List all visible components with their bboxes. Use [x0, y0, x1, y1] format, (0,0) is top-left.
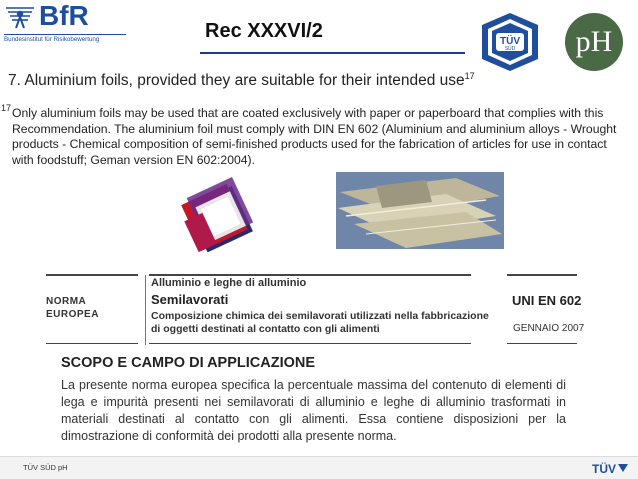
section-heading-text: 7. Aluminium foils, provided they are suitable for their intended use [8, 72, 465, 90]
bfr-logo-text: BfR [39, 0, 89, 31]
footnote-marker: 17 [1, 103, 12, 113]
tuv-footer-logo-icon [590, 460, 630, 476]
heading-footnote-ref: 17 [464, 71, 475, 81]
standard-rule-right [507, 274, 577, 276]
tuv-badge-text: TÜV [500, 36, 520, 47]
bfr-eagle-icon [4, 4, 36, 30]
tuv-sud-badge-icon [476, 11, 544, 73]
standard-rule-bottom-right [507, 343, 577, 344]
footer-bar [0, 456, 638, 479]
footer-logo-text: TÜV [592, 462, 616, 476]
standard-rule-bottom-left [46, 343, 138, 344]
aluminium-foil-sheets-image [336, 172, 504, 249]
standard-subject-1: Alluminio e leghe di alluminio [151, 277, 307, 289]
standard-description: Composizione chimica dei semilavorati utilizzati nella fabbricazione di oggetti destinati al contatto con gli alimenti [151, 310, 489, 335]
scope-title: SCOPO E CAMPO DI APPLICAZIONE [61, 355, 316, 371]
bfr-logo [4, 0, 126, 45]
section-heading [8, 71, 475, 90]
foil-pouches-image [180, 175, 265, 260]
ph-badge [565, 13, 623, 71]
norma-line-1: NORMA [46, 296, 87, 307]
ph-badge-text: pH [575, 25, 613, 58]
standard-rule-bottom-middle [149, 343, 471, 344]
standard-rule-left [46, 274, 138, 276]
tuv-badge-sub: SÜD [504, 46, 516, 52]
standard-subject-2: Semilavorati [151, 292, 229, 307]
standard-rule-middle [149, 274, 471, 276]
header-divider [200, 52, 465, 54]
standard-code: UNI EN 602 [512, 293, 582, 308]
footnote-body: Only aluminium foils may be used that are coated exclusively with paper or paperboard that complies with this Recommendation. The aluminium foil must comply with DIN EN 602 (Aluminium and aluminium alloys - Wrought products - Chemical composition of semi-finished products used for the fabrication of articles for use in contact with foodstuff; Geman version EN 602:2004). [12, 106, 617, 167]
page-title: Rec XXXVI/2 [205, 20, 323, 42]
standard-date: GENNAIO 2007 [513, 323, 585, 334]
standard-divider [145, 275, 146, 345]
scope-text: La presente norma europea specifica la percentuale massima del contenuto di elementi di lega e impurità presenti nei semilavorati di alluminio e leghe di alluminio trasformati in materiali destinati al contatto con gli alimenti. Essa contiene disposizioni per la dimostrazione di conformità dei prodotti alla presente norma. [61, 378, 566, 443]
bfr-logo-subtitle: Bundesinstitut für Risikobewertung [4, 34, 126, 43]
footer-label: TÜV SÜD pH [23, 463, 68, 472]
norma-europea-label [46, 296, 99, 321]
norma-line-2: EUROPEA [46, 308, 99, 320]
